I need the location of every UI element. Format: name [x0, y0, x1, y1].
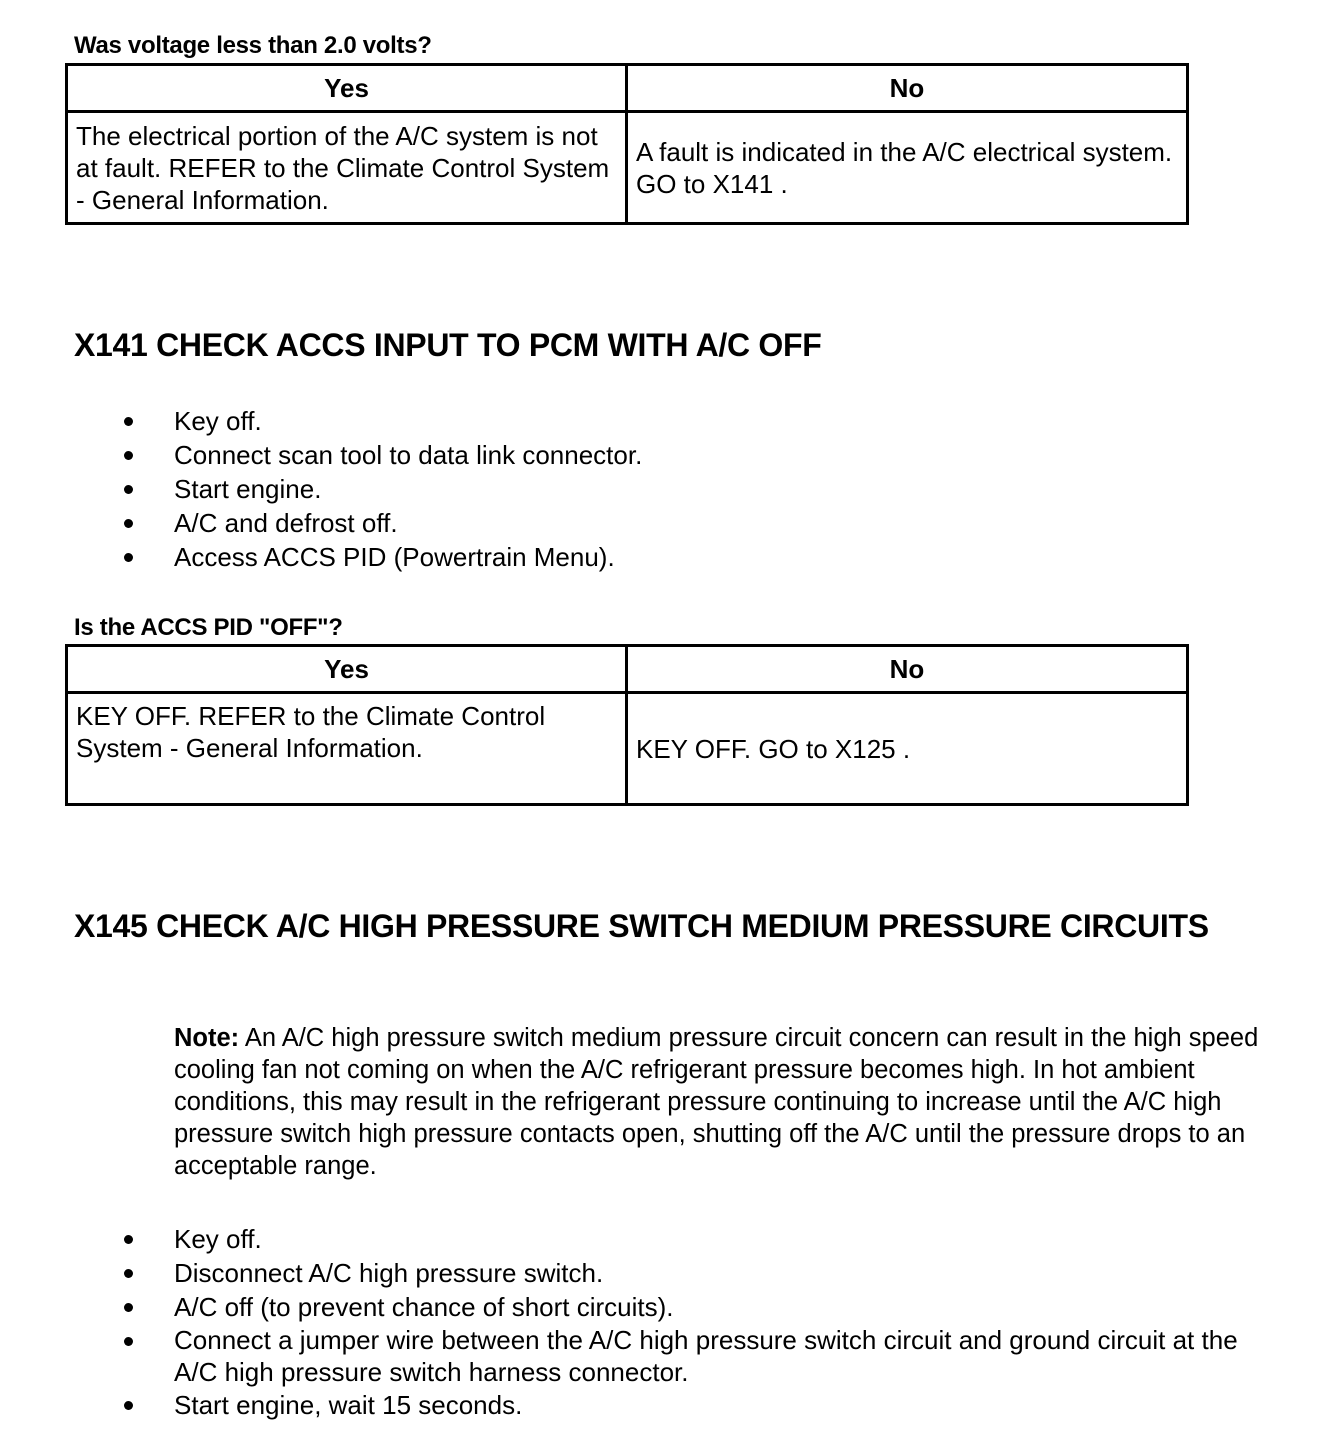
bullet-icon — [124, 451, 133, 460]
list-item: Disconnect A/C high pressure switch. — [74, 1256, 1274, 1290]
yes-cell: The electrical portion of the A/C system is not at fault. REFER to the Climate Control System - General Information. — [67, 112, 627, 224]
x145-steps — [74, 1222, 1274, 1422]
no-header: No — [627, 646, 1188, 693]
bullet-icon — [124, 1269, 133, 1278]
x145-heading: X145 CHECK A/C HIGH PRESSURE SWITCH MEDIUM PRESSURE CIRCUITS — [74, 908, 1209, 944]
bullet-icon — [124, 1303, 133, 1312]
x141-steps — [74, 404, 1274, 574]
yes-cell: KEY OFF. REFER to the Climate Control System - General Information. — [67, 693, 627, 805]
x145-note — [174, 1022, 1274, 1182]
no-cell: KEY OFF. GO to X125 . — [627, 693, 1188, 805]
note-text: An A/C high pressure switch medium pressure circuit concern can result in the high speed cooling fan not coming on when the A/C refrigerant pressure becomes high. In hot ambient conditions, this may result in the refrigerant pressure continuing to increase until the A/C high pressure switch high pressure contacts open, shutting off the A/C until the pressure drops to an acceptable range. — [174, 1024, 1259, 1180]
list-item: Start engine. — [74, 472, 1274, 506]
no-header: No — [627, 65, 1188, 112]
list-item: Key off. — [74, 1222, 1274, 1256]
list-item: Start engine, wait 15 seconds. — [74, 1388, 1274, 1422]
accs-pid-result-table — [65, 644, 1189, 806]
bullet-icon — [124, 519, 133, 528]
bullet-icon — [124, 553, 133, 562]
bullet-icon — [124, 1401, 133, 1410]
x141-heading: X141 CHECK ACCS INPUT TO PCM WITH A/C OFF — [74, 327, 822, 363]
list-item: Access ACCS PID (Powertrain Menu). — [74, 540, 1274, 574]
yes-header: Yes — [67, 646, 627, 693]
bullet-icon — [124, 1235, 133, 1244]
voltage-question: Was voltage less than 2.0 volts? — [74, 32, 432, 59]
list-item: Connect scan tool to data link connector. — [74, 438, 1274, 472]
voltage-result-table — [65, 63, 1189, 225]
list-item: Connect a jumper wire between the A/C high pressure switch circuit and ground circuit at the A/C high pressure switch harness connector. — [74, 1324, 1274, 1388]
yes-header: Yes — [67, 65, 627, 112]
bullet-icon — [124, 485, 133, 494]
bullet-icon — [124, 1337, 133, 1346]
accs-pid-question: Is the ACCS PID "OFF"? — [74, 614, 343, 641]
bullet-icon — [124, 417, 133, 426]
list-item: A/C off (to prevent chance of short circuits). — [74, 1290, 1274, 1324]
list-item: A/C and defrost off. — [74, 506, 1274, 540]
no-cell: A fault is indicated in the A/C electrical system. GO to X141 . — [627, 112, 1188, 224]
note-label: Note: — [174, 1024, 240, 1052]
list-item: Key off. — [74, 404, 1274, 438]
